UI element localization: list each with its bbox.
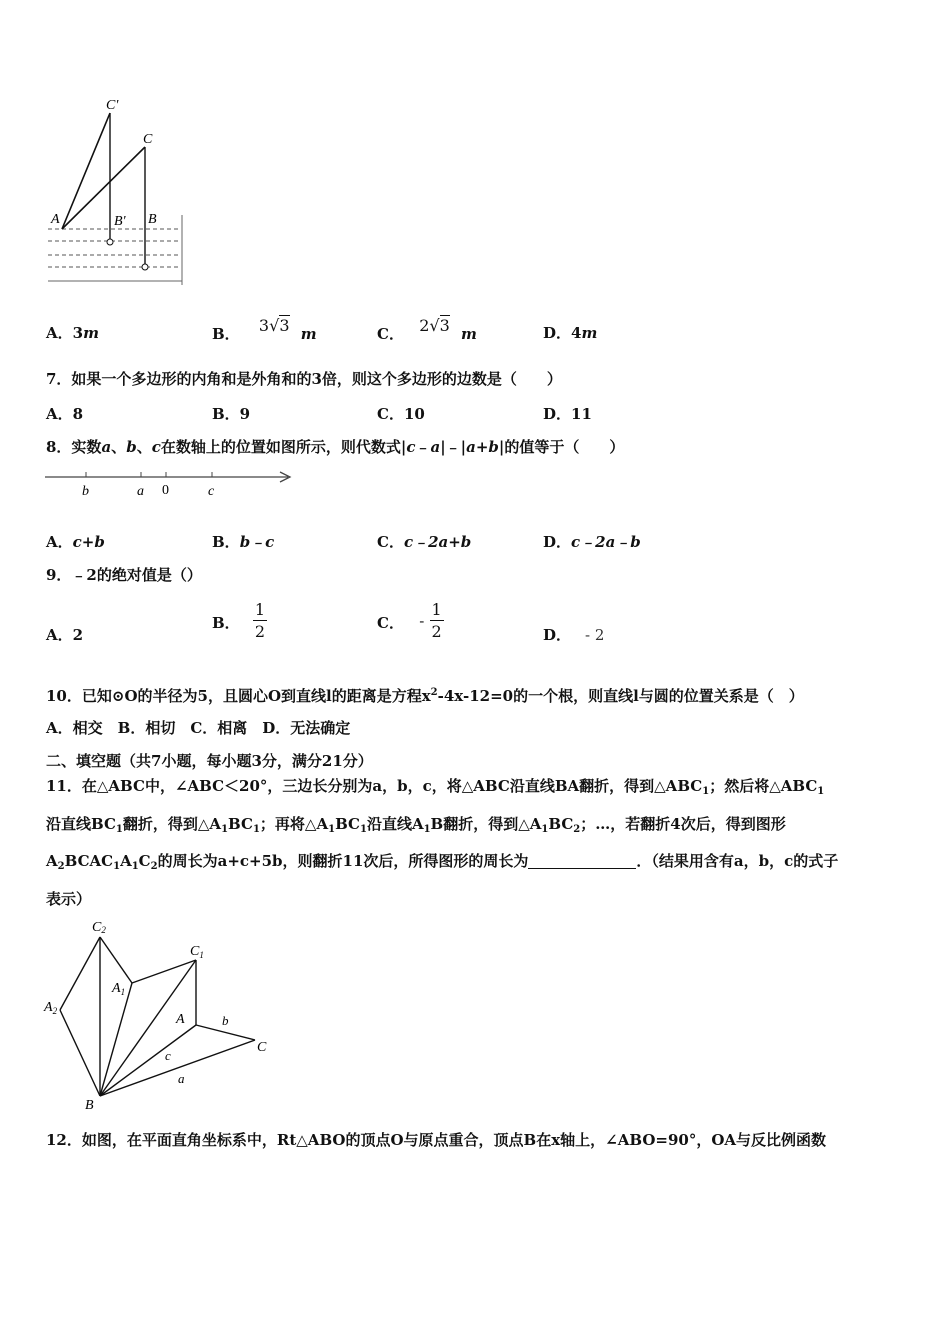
q6-option-c-radicand: 3 [439, 316, 450, 335]
q8-option-b-expr: b﹣c [239, 533, 275, 551]
q8-expr1-a: a [430, 438, 441, 456]
ladder-ac [62, 147, 145, 229]
q9-option-c[interactable] [377, 600, 444, 643]
q8-option-a-letter: A． [46, 533, 73, 551]
q8-expr1-op: ﹣ [415, 438, 431, 456]
q11-l2-a: 沿直线BC [46, 815, 116, 833]
q8-var-c: c [151, 438, 161, 456]
q11-l3-e: 的周长为a+c+5b，则翻折11次后，所得图形的周长为 [157, 852, 529, 870]
edge-c-b [100, 1040, 255, 1096]
q6-option-d-value: 4 [571, 324, 582, 342]
q11-l2-b: 翻折，得到△A [122, 815, 222, 833]
fig-label-a: A [176, 1012, 185, 1027]
q11-l2-h: BC [548, 815, 574, 833]
q12-stem: 12．如图，在平面直角坐标系中，Rt△ABO的顶点O与原点重合，顶点B在x轴上，∠ABO=90°，OA与反比例函数 [46, 1131, 827, 1149]
q6-option-c-unit: m [461, 325, 477, 343]
q7-option-b[interactable]: B．9 [212, 405, 251, 423]
ladder-ac-prime [62, 113, 110, 229]
q11-l1-b: ；然后将△ABC [709, 777, 818, 795]
q7-stem: 7．如果一个多边形的内角和是外角和的3倍，则这个多边形的边数是（ ） [46, 370, 562, 388]
q8-mid: 在数轴上的位置如图所示，则代数式| [160, 438, 407, 456]
q11-line-4: 表示） [46, 890, 92, 908]
q8-sep1: 、 [111, 438, 127, 456]
q11-l3-s3: 1 [131, 861, 139, 872]
q9-option-b-num: 1 [254, 600, 266, 619]
ladder-figure [40, 95, 190, 285]
q11-l2-g: B翻折，得到△A [430, 815, 542, 833]
q9-option-c-letter: C． [377, 613, 404, 632]
q6-option-b[interactable] [212, 315, 317, 343]
q9-option-d[interactable] [543, 624, 604, 645]
q8-stem [46, 437, 624, 457]
number-line [42, 465, 297, 505]
q9-option-a-value: 2 [72, 626, 84, 644]
edge-a1-b [100, 983, 132, 1096]
q9-option-b-letter: B． [212, 613, 240, 632]
label-a: A [51, 212, 60, 227]
q11-l2-s5: 1 [359, 824, 367, 835]
q6-option-a[interactable] [46, 322, 99, 343]
q6-option-c-letter: C． [377, 325, 404, 343]
q9-option-c-num: 1 [431, 600, 442, 619]
fig-label-c: C [257, 1040, 267, 1055]
q11-line-3 [46, 851, 838, 877]
q8-option-d[interactable] [543, 531, 641, 552]
axis-label-c: c [208, 484, 215, 499]
q11-l3-s2: 1 [113, 861, 121, 872]
q6-option-b-unit: m [300, 325, 317, 343]
q11-l3-b: BCAC [64, 852, 114, 870]
fig-label-b-side: b [222, 1013, 229, 1028]
fig-label-a-side: a [178, 1071, 185, 1086]
q11-l2-s6: 1 [423, 824, 431, 835]
q11-l2-s1: 1 [115, 824, 123, 835]
q8-option-a[interactable] [46, 531, 105, 552]
q6-option-b-letter: B． [212, 325, 240, 343]
q8-option-b[interactable] [212, 531, 274, 552]
q11-l2-s2: 1 [221, 824, 229, 835]
fig-label-c1: $C_1$ [190, 944, 204, 960]
q6-option-c-radical [419, 316, 450, 335]
q11-l2-c: BC [228, 815, 253, 833]
q8-prefix: 8．实数 [46, 438, 102, 456]
q6-option-b-coef: 3 [258, 316, 270, 335]
q11-l3-f: ．（结果用含有a，b，c的式子 [636, 852, 839, 870]
q9-option-c-sign: - [419, 611, 425, 630]
q11-l1-a: 11．在△ABC中，∠ABC＜20°，三边长分别为a，b，c，将△ABC沿直线BA翻折，得到△ABC [46, 777, 703, 795]
q11-l2-d: ；再将△A [259, 815, 329, 833]
section-2-heading: 二、填空题（共7小题，每小题3分，满分21分） [46, 752, 373, 770]
q9-option-b-fraction [253, 600, 267, 643]
q8-option-c-letter: C． [377, 533, 404, 551]
q8-var-b: b [126, 438, 137, 456]
q6-option-a-letter: A． [46, 324, 73, 342]
q6-option-c-coef: 2 [419, 316, 430, 335]
fig-label-a2: $A_2$ [44, 1000, 58, 1016]
q6-option-d-unit: m [581, 324, 598, 342]
q9-stem: 9．﹣2的绝对值是（） [46, 566, 202, 584]
q6-option-b-radicand: 3 [279, 316, 290, 335]
q11-l3-c: A [120, 852, 132, 870]
q11-l3-a: A [46, 852, 58, 870]
q11-l2-e: BC [335, 815, 360, 833]
q11-l2-f: 沿直线A [366, 815, 424, 833]
q6-option-b-radical [259, 316, 290, 335]
edge-c2-a1 [100, 937, 132, 983]
q8-var-a: a [101, 438, 112, 456]
q10-stem-pre: 10．已知⊙O的半径为5，且圆心O到直线l的距离是方程x [46, 687, 431, 705]
q9-option-d-letter: D． [543, 626, 572, 644]
q9-option-c-fraction [430, 600, 444, 643]
axis-label-zero: 0 [162, 483, 169, 498]
q7-option-c[interactable]: C．10 [377, 405, 425, 423]
q7-option-a[interactable]: A．8 [46, 405, 84, 423]
q11-line-1 [46, 776, 824, 802]
q8-expr1-c: c [406, 438, 416, 456]
sqrt-symbol: √ [429, 316, 440, 335]
point-marker-1 [107, 239, 113, 245]
q9-option-b-den: 2 [254, 622, 266, 641]
axis-label-b: b [82, 484, 89, 499]
q11-l2-s8: 2 [573, 824, 581, 835]
axis-label-a: a [137, 484, 144, 499]
q8-sep2: 、 [136, 438, 152, 456]
q11-l3-s4: 2 [150, 861, 158, 872]
q11-l2-s4: 1 [328, 824, 336, 835]
q6-option-a-value: 3 [72, 324, 84, 342]
edge-b-a2 [60, 1010, 100, 1096]
q8-expr-mid: |﹣| [440, 438, 467, 456]
q11-l2-i: ；…，若翻折4次后，得到图形 [580, 815, 786, 833]
q8-option-c[interactable] [377, 531, 471, 552]
q8-suffix: |的值等于（ ） [498, 438, 625, 456]
answer-blank[interactable] [528, 854, 636, 869]
q10-options[interactable]: A．相交 B．相切 C．相离 D．无法确定 [46, 719, 351, 737]
q6-option-d[interactable] [543, 322, 597, 343]
fig-label-c2: C2 [92, 920, 106, 935]
fig-label-c-side: c [165, 1048, 171, 1063]
q8-option-d-letter: D． [543, 533, 572, 551]
fold-figure [40, 915, 280, 1115]
q10-stem-post: -4x-12=0的一个根，则直线l与圆的位置关系是（ ） [437, 687, 804, 705]
fig-label-b: B [85, 1098, 94, 1113]
q11-line-2 [46, 814, 786, 840]
q11-l1-s2: 1 [817, 786, 825, 797]
edge-a2-c2 [60, 937, 100, 1010]
q9-option-b[interactable] [212, 600, 267, 643]
q6-option-d-letter: D． [543, 324, 572, 342]
q11-l2-s7: 1 [541, 824, 549, 835]
label-c-prime: C' [106, 98, 119, 113]
q9-option-c-den: 2 [431, 622, 442, 641]
point-marker-2 [142, 264, 148, 270]
fig-label-a1: $A_1$ [112, 981, 126, 997]
q11-l2-s3: 1 [252, 824, 260, 835]
q7-option-d[interactable]: D．11 [543, 405, 592, 423]
q8-option-a-expr: c+b [72, 533, 105, 551]
q8-option-b-letter: B． [212, 533, 240, 551]
q8-option-d-expr: c﹣2a﹣b [571, 533, 641, 551]
label-b: B [148, 212, 157, 227]
edge-a1-c1 [132, 960, 196, 983]
label-b-prime: B' [114, 214, 126, 229]
q9-option-a[interactable] [46, 624, 83, 645]
q11-l3-d: C [138, 852, 151, 870]
q10-stem [46, 683, 804, 706]
q10-sup: 2 [430, 687, 438, 698]
q9-option-a-letter: A． [46, 626, 73, 644]
q6-option-a-unit: m [83, 324, 99, 342]
q8-option-c-expr: c﹣2a+b [403, 533, 472, 551]
q9-option-d-value: - 2 [585, 626, 605, 644]
q11-l1-s1: 1 [702, 786, 710, 797]
sqrt-symbol: √ [269, 316, 280, 335]
label-c: C [143, 132, 153, 147]
q11-l3-s1: 2 [57, 861, 65, 872]
q6-option-c[interactable] [377, 315, 477, 343]
q8-expr2: a+b [466, 438, 499, 456]
